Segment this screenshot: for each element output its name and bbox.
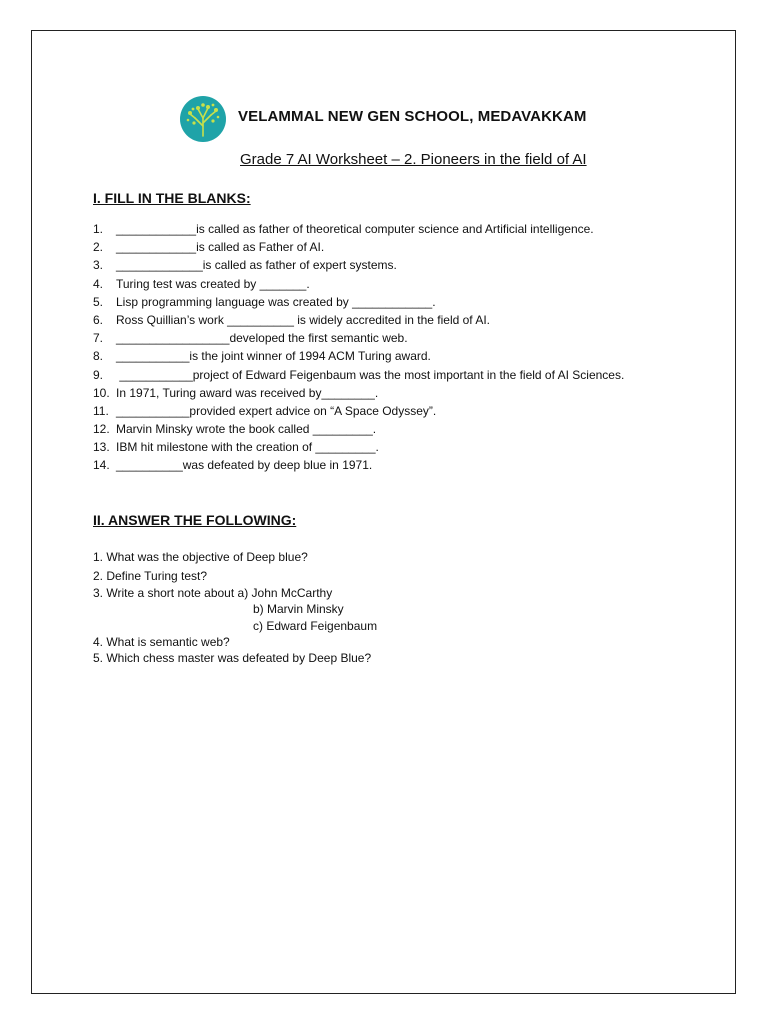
school-logo-tree-icon: [180, 96, 226, 142]
question-item: 4. What is semantic web?: [93, 635, 230, 650]
item-text: Turing test was created by _______.: [116, 276, 310, 291]
item-text: ____________is called as Father of AI.: [116, 240, 325, 255]
question-item: 3. Write a short note about a) John McCarthy: [93, 585, 333, 600]
item-number: 3.: [93, 258, 104, 273]
item-number: 7.: [93, 331, 104, 346]
fill-in-blanks-list: [93, 220, 624, 475]
item-text: ___________project of Edward Feigenbaum was the most important in the field of AI Sciences.: [116, 367, 625, 382]
list-item: [93, 311, 624, 329]
question-item: 5. Which chess master was defeated by Deep Blue?: [93, 651, 372, 666]
item-text: __________was defeated by deep blue in 1971.: [116, 458, 373, 473]
item-number: 4.: [93, 276, 104, 291]
list-item: [93, 238, 624, 256]
school-name: VELAMMAL NEW GEN SCHOOL, MEDAVAKKAM: [238, 108, 587, 125]
answer-following-list: [93, 549, 377, 667]
item-number: 5.: [93, 294, 104, 309]
item-number: 13.: [93, 440, 110, 455]
question-item: 2. Define Turing test?: [93, 569, 208, 584]
item-number: 11.: [93, 403, 109, 418]
list-item: [93, 293, 624, 311]
item-number: 6.: [93, 312, 104, 327]
question-subitem: b) Marvin Minsky: [253, 602, 344, 617]
item-text: ___________is the joint winner of 1994 ACM Turing award.: [116, 349, 431, 364]
list-item: [93, 256, 624, 274]
list-item: [93, 384, 624, 402]
worksheet-title: Grade 7 AI Worksheet – 2. Pioneers in the field of AI: [240, 151, 587, 168]
item-number: 1.: [93, 222, 104, 236]
item-text: Ross Quillian’s work __________ is widely accredited in the field of AI.: [116, 312, 490, 327]
answer-following-heading: II. ANSWER THE FOLLOWING:: [93, 512, 297, 528]
item-text: Marvin Minsky wrote the book called _________.: [116, 422, 377, 437]
item-text: ____________is called as father of theoretical computer science and Artificial intelligence.: [116, 222, 594, 236]
list-item: [93, 438, 624, 456]
item-text: Lisp programming language was created by ____________.: [116, 294, 436, 309]
list-item: [93, 220, 624, 238]
list-item: [93, 275, 624, 293]
question-subitem: c) Edward Feigenbaum: [253, 618, 378, 633]
item-text: ___________provided expert advice on “A Space Odyssey”.: [116, 403, 437, 418]
question-item: 1. What was the objective of Deep blue?: [93, 550, 308, 564]
item-number: 8.: [93, 349, 104, 364]
list-item: [93, 420, 624, 438]
fill-in-blanks-heading: I. FILL IN THE BLANKS:: [93, 190, 251, 206]
list-item: [93, 456, 624, 474]
item-number: 14.: [93, 458, 110, 473]
item-number: 12.: [93, 422, 110, 437]
item-number: 9.: [93, 367, 104, 382]
item-number: 2.: [93, 240, 104, 255]
item-number: 10.: [93, 385, 110, 400]
list-item: [93, 366, 624, 384]
item-text: In 1971, Turing award was received by________.: [116, 385, 379, 400]
list-item: [93, 402, 624, 420]
item-text: _____________is called as father of expert systems.: [116, 258, 397, 273]
list-item: [93, 347, 624, 365]
item-text: _________________developed the first semantic web.: [116, 331, 408, 346]
list-item: [93, 329, 624, 347]
item-text: IBM hit milestone with the creation of _________.: [116, 440, 379, 455]
